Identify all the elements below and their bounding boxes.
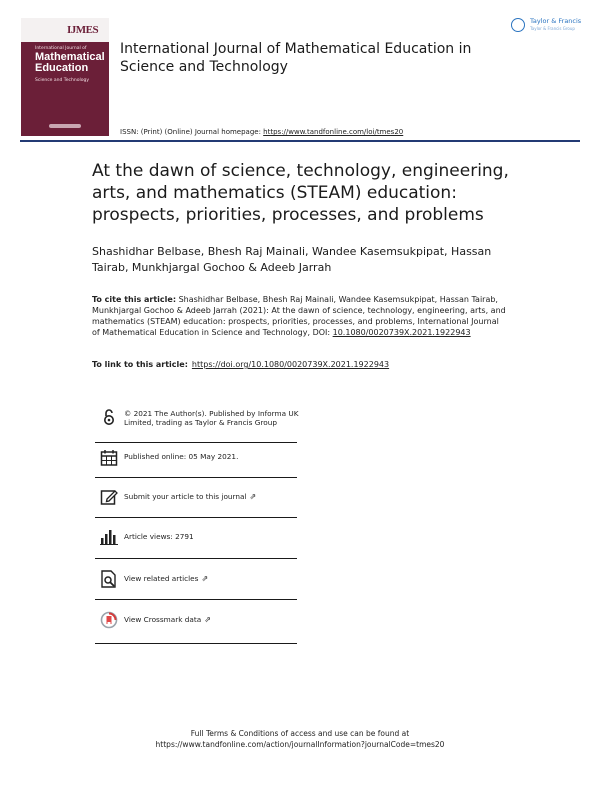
issn-prefix: ISSN: (Print) (Online) Journal homepage: bbox=[120, 128, 264, 136]
related-text bbox=[124, 574, 299, 583]
edit-icon bbox=[100, 488, 118, 506]
cover-publisher-logo bbox=[49, 124, 81, 128]
separator bbox=[95, 517, 297, 518]
submit-label: Submit your article to this journal bbox=[124, 492, 247, 501]
article-authors: Shashidhar Belbase, Bhesh Raj Mainali, Wandee Kasemsukpipat, Hassan Tairab, Munkhjargal Gochoo & Adeeb Jarrah bbox=[92, 245, 492, 274]
footer-line1: Full Terms & Conditions of access and use can be found at bbox=[190, 729, 410, 738]
cover-line1: Mathematical bbox=[35, 51, 105, 63]
cite-text: Shashidhar Belbase, Bhesh Raj Mainali, Wandee Kasemsukpipat, Hassan Tairab, Munkhjargal Gochoo & Adeeb Jarrah (2021): At the dawn of science, technology, engineering, arts, and mathematics (STEAM) education: prospects, priorities, processes, and problems, International Journal of Mathematical Education in Science and Technology, DOI: bbox=[92, 295, 506, 337]
link-to-article bbox=[92, 360, 512, 369]
cover-title bbox=[35, 52, 105, 74]
cover-journal-small: International Journal of bbox=[35, 46, 87, 51]
bar-chart-icon bbox=[100, 528, 118, 546]
crossmark-label: View Crossmark data bbox=[124, 615, 202, 624]
issn-line bbox=[120, 128, 403, 136]
cite-label: To cite this article: bbox=[92, 295, 177, 304]
cover-line3: Science and Technology bbox=[35, 78, 89, 83]
cover-line2: Education bbox=[35, 62, 89, 74]
journal-cover bbox=[21, 18, 109, 136]
header-rule bbox=[20, 140, 580, 142]
cover-ijmes: IJMES bbox=[67, 24, 99, 36]
license-text: © 2021 The Author(s). Published by Informa UK Limited, trading as Taylor & Francis Group bbox=[124, 409, 299, 427]
article-doi-link[interactable]: https://doi.org/10.1080/0020739X.2021.1922943 bbox=[191, 360, 390, 369]
crossmark-text bbox=[124, 615, 299, 624]
crossmark-icon bbox=[100, 611, 118, 629]
external-link-icon: ⇗ bbox=[201, 574, 209, 583]
search-document-icon bbox=[100, 570, 118, 588]
open-access-icon bbox=[100, 408, 118, 426]
external-link-icon: ⇗ bbox=[249, 492, 257, 501]
journal-title[interactable]: International Journal of Mathematical Education in Science and Technology bbox=[120, 41, 472, 75]
submit-text bbox=[124, 492, 299, 501]
external-link-icon: ⇗ bbox=[204, 615, 211, 624]
calendar-icon bbox=[100, 449, 118, 467]
separator bbox=[95, 558, 297, 559]
publisher-name: Taylor & Francis bbox=[530, 17, 582, 25]
publisher-logo[interactable] bbox=[511, 17, 583, 37]
separator bbox=[95, 477, 297, 478]
article-title: At the dawn of science, technology, engineering, arts, and mathematics (STEAM) education: prospects, priorities, processes, and problems bbox=[92, 161, 509, 225]
footer bbox=[0, 728, 600, 750]
published-text: Published online: 05 May 2021. bbox=[124, 452, 239, 461]
citation-block bbox=[92, 294, 507, 338]
related-label: View related articles bbox=[124, 574, 199, 583]
separator bbox=[95, 599, 297, 600]
taylor-francis-icon bbox=[511, 18, 525, 32]
footer-terms-link[interactable]: https://www.tandfonline.com/action/journalInformation?journalCode=tmes20 bbox=[155, 740, 445, 749]
views-text: Article views: 2791 bbox=[124, 532, 194, 541]
link-label: To link to this article: bbox=[92, 360, 188, 369]
journal-homepage-link[interactable]: https://www.tandfonline.com/loi/tmes20 bbox=[263, 128, 404, 136]
cite-doi-link[interactable]: 10.1080/0020739X.2021.1922943 bbox=[332, 328, 471, 337]
separator bbox=[95, 442, 297, 443]
publisher-sub: Taylor & Francis Group bbox=[530, 26, 575, 31]
separator bbox=[95, 643, 297, 644]
